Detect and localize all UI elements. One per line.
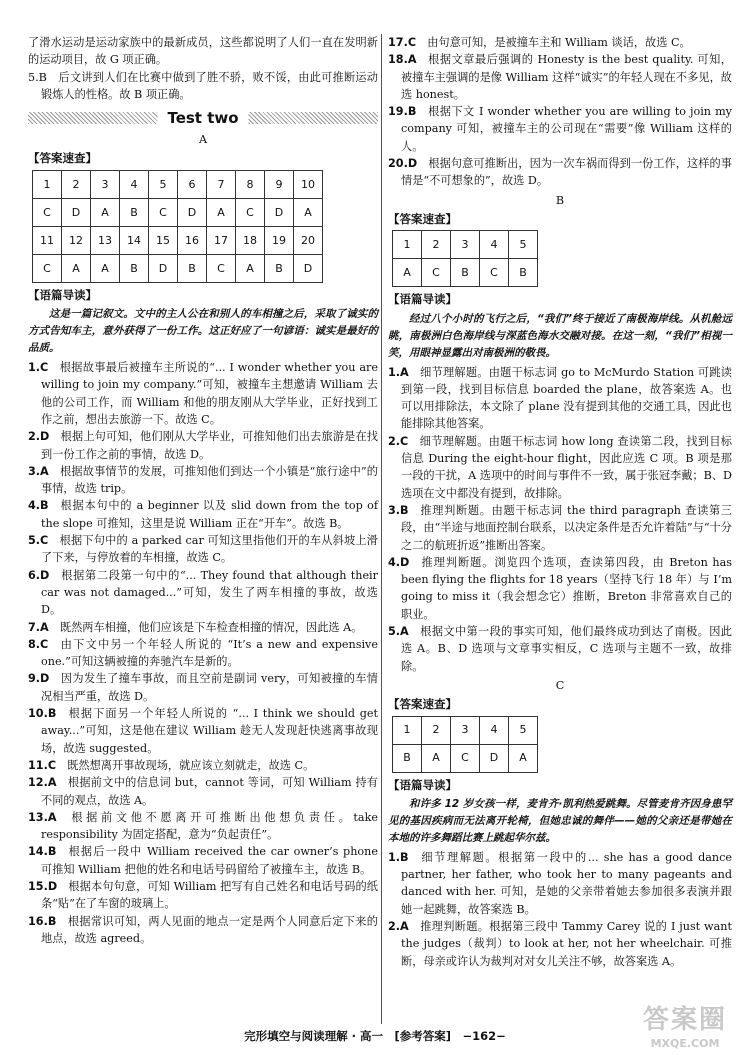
question-number-cell: 5	[149, 170, 178, 198]
question-number-cell: 8	[236, 170, 265, 198]
section-a-heading: A	[198, 133, 208, 147]
answer-cell: A	[294, 198, 323, 226]
question-number-cell: 2	[422, 231, 451, 259]
item-number: 17.C	[388, 36, 417, 49]
answer-cell: C	[149, 198, 178, 226]
explanation-item	[28, 843, 378, 878]
item-number: 20.D	[388, 157, 418, 171]
answer-table-row	[393, 259, 538, 287]
question-number-cell: 2	[62, 170, 91, 198]
item-text: 根据文中第一段的事实可知，他们最终成功到达了南极。因此选 A。B、D 选项与文章事实相反，C 选项与主题不一致，故排除。	[401, 625, 732, 673]
answer-cell: C	[33, 198, 62, 226]
item-text: 既然两车相撞，他们应该是下车检查相撞的情况，因此选 A。	[59, 620, 363, 634]
answer-cell: D	[149, 254, 178, 282]
explanation-item	[28, 428, 378, 463]
explanation-item	[388, 918, 732, 970]
item-number: 9.D	[28, 672, 50, 686]
item-number: 1.A	[388, 365, 409, 379]
answer-table-row	[33, 254, 323, 282]
item-text: 推理判断题。根据第三段中 Tammy Carey 说的 I just want the judges（裁判）to look at her, not her wheelchair. 可推断，母亲或许认为裁判对对女儿关注不够，故答案选 A。	[401, 919, 732, 968]
answer-label-c: 【答案速查】	[388, 697, 457, 712]
intro-line-2: 5.B 后文讲到人们在比赛中做到了胜不骄，败不馁，由此可推断运动锻炼人的性格。故 B 项正确。	[28, 70, 378, 101]
intro-line-1: 了滑水运动是运动家族中的最新成员，这些都说明了人们一直在发明新的运动项目，故 G 项正确。	[28, 36, 378, 67]
item-number: 4.B	[28, 499, 49, 513]
explanation-item	[28, 774, 378, 809]
question-number-cell: 3	[91, 170, 120, 198]
explanation-item	[388, 364, 732, 433]
answer-table-row	[33, 170, 323, 198]
item-number: 2.A	[388, 919, 409, 933]
question-number-cell: 2	[422, 716, 451, 744]
answer-cell: A	[207, 198, 236, 226]
question-number-cell: 14	[120, 226, 149, 254]
question-number-cell: 16	[178, 226, 207, 254]
question-number-cell: 17	[207, 226, 236, 254]
question-number-cell: 4	[480, 716, 509, 744]
item-text: 根据上句可知，他们刚从大学毕业，可推知他们出去旅游是在找到一份工作之前的事情，故选 D。	[41, 430, 378, 461]
explanation-item	[28, 809, 378, 844]
question-number-cell: 5	[509, 716, 538, 744]
question-number-cell: 1	[393, 231, 422, 259]
question-number-cell: 4	[480, 231, 509, 259]
watermark-top: 答案圈	[642, 1005, 727, 1035]
item-number: 18.A	[388, 53, 417, 67]
answer-cell: D	[265, 198, 294, 226]
section-b-heading: B	[555, 193, 565, 207]
item-text: 根据故事情节的发展，可推知他们到达一个小镇是“旅行途中”的事情，故选 trip。	[41, 464, 378, 496]
answer-cell: A	[236, 254, 265, 282]
watermark-logo	[625, 1005, 745, 1053]
guide-text-b: 经过八个小时的飞行之后，“我们”终于接近了南极海岸线。从机舱远眺，南极洲白色海岸线与深蓝色海水交融对接。在这一刻，“我们”相视一笑，用眼神显露出对南极洲的敬畏。	[388, 312, 732, 359]
answer-table-row	[33, 198, 323, 226]
item-number: 2.D	[28, 430, 50, 444]
question-number-cell: 13	[91, 226, 120, 254]
explanation-item	[28, 567, 378, 619]
answer-cell: A	[62, 254, 91, 282]
question-number-cell: 1	[393, 716, 422, 744]
item-text: 细节理解题。由题干标志词 how long 查读第二段，找到目标信息 During the eight-hour flight，因此应选 C 项。B 项是那一段的干扰，A 选项中的时间与事件不一致，属于张冠李戴；B、D 选项在文中都没有提到，故排除。	[401, 434, 732, 500]
item-number: 16.B	[28, 914, 57, 928]
item-text: 根据本句句意，可知 William 把写有自己姓名和电话号码的纸条“贴”在了车窗的玻璃上。	[41, 879, 378, 911]
item-text: 根据第二段第一句中的“... They found that although their car was not damaged...”可知，发生了两车相撞的事故，故选 D。	[41, 568, 378, 617]
item-text: 由下文中另一个年轻人所说的 “It’s a new and expensive one.”可知这辆被撞的奔驰汽车是新的。	[41, 637, 378, 669]
explanation-list-a-continued	[388, 34, 732, 190]
item-number: 3.A	[28, 464, 49, 478]
answer-cell: A	[91, 198, 120, 226]
answer-cell: A	[509, 744, 538, 772]
answer-cell: C	[422, 259, 451, 287]
item-text: 推理判断题。由题干标志词 the third paragraph 查读第三段，由“半途与地面控制台联系，以决定条件是否允许着陆”与“十分之二的航班折返”推断出答案。	[401, 503, 732, 552]
item-number: 14.B	[28, 845, 57, 859]
column-divider	[381, 34, 382, 1024]
explanation-item	[388, 623, 732, 675]
question-number-cell: 9	[265, 170, 294, 198]
item-number: 5.C	[28, 534, 49, 548]
left-column	[28, 34, 378, 947]
guide-label-a: 【语篇导读】	[28, 287, 97, 302]
explanation-item	[28, 497, 378, 532]
explanation-item	[388, 34, 732, 51]
watermark-bottom: MXQE.COM	[650, 1037, 720, 1050]
item-number: 13.A	[28, 810, 57, 824]
item-text: 推理判断题。浏览四个选项，查读第四段，由 Breton has been flying the flights for 18 years（坚持飞行 18 年）与 I’m going to miss it（我会想念它）推断，Breton 非常喜欢自己的职业。	[401, 555, 732, 621]
item-text: 根据本句中的 a beginner 以及 slid down from the top of the slope 可推知，这里是说 William 正在“开车”。故选 B。	[41, 499, 378, 530]
item-text: 由句意可知，是被撞车主和 William 谈话，故选 C。	[427, 36, 691, 49]
item-number: 8.C	[28, 637, 49, 651]
answer-table-row	[393, 231, 538, 259]
item-text: 根据前文中的信息词 but，cannot 等词，可知 William 持有不同的观点，故选 A。	[41, 776, 378, 807]
explanation-item	[388, 554, 732, 623]
item-text: 根据文章最后强调的 Honesty is the best quality. 可知，被撞车主强调的是像 William 这样“诚实”的年轻人现在不多见，故选 honest。	[401, 53, 732, 101]
answer-cell: B	[120, 254, 149, 282]
item-number: 6.D	[28, 568, 50, 582]
question-number-cell: 3	[451, 716, 480, 744]
guide-text-a: 这是一篇记叙文。文中的主人公在和别人的车相撞之后，采取了诚实的方式告知车主，意外获得了一份工作。这正好应了一句谚语：诚实是最好的品质。	[28, 308, 378, 355]
item-number: 11.C	[28, 758, 57, 772]
answer-cell: B	[265, 254, 294, 282]
answer-cell: D	[62, 198, 91, 226]
answer-cell: D	[480, 744, 509, 772]
answer-cell: A	[422, 744, 451, 772]
item-text: 根据常识可知，两人见面的地点一定是两个人同意后定下来的地点，故选 agreed。	[41, 914, 378, 945]
item-number: 10.B	[28, 707, 57, 721]
item-number: 1.C	[28, 361, 49, 375]
explanation-item	[28, 463, 378, 498]
answer-cell: C	[451, 744, 480, 772]
question-number-cell: 12	[62, 226, 91, 254]
item-text: 根据句意可推断出，因为一次车祸而得到一份工作，这样的事情是“不可想象的”，故选 D。	[401, 157, 732, 188]
explanation-item	[388, 502, 732, 554]
item-text: 根据下句中的 a parked car 可知这里指他们开的车从斜坡上滑了下来，与停放着的车相撞，故选 C。	[41, 534, 378, 565]
answer-table-a	[32, 170, 323, 283]
guide-text-c: 和许多 12 岁女孩一样，麦肯齐·凯利热爱跳舞。尽管麦肯齐因身患罕见的基因疾病而无法离开轮椅，但她忠诚的舞伴——她的父亲还是带她在本地的许多舞蹈比赛上跳起华尔兹。	[388, 797, 732, 844]
right-column	[388, 34, 732, 970]
explanation-item	[28, 757, 378, 774]
item-text: 因为发生了撞车事故，而且空前是副词 very，可知被撞的车情况相当严重，故选 D。	[41, 672, 378, 703]
explanation-item	[388, 103, 732, 155]
explanation-list-b	[388, 364, 732, 675]
question-number-cell: 6	[178, 170, 207, 198]
guide-label-b: 【语篇导读】	[388, 292, 457, 307]
explanation-item	[28, 705, 378, 757]
answer-cell: A	[91, 254, 120, 282]
answer-cell: D	[178, 198, 207, 226]
question-number-cell: 3	[451, 231, 480, 259]
question-number-cell: 10	[294, 170, 323, 198]
answer-label-a: 【答案速查】	[28, 151, 97, 166]
answer-table-c	[392, 716, 538, 773]
question-number-cell: 1	[33, 170, 62, 198]
answer-cell: D	[294, 254, 323, 282]
explanation-item	[28, 670, 378, 705]
answer-table-b	[392, 230, 538, 287]
answer-table-row	[393, 716, 538, 744]
item-number: 15.D	[28, 879, 58, 893]
item-text: 细节理解题。根据第一段中的... she has a good dance partner, her father, who took her to many pageants and danced with her. 可知，是她的父亲带着她去参加很多表演并跟她一起跳舞，故答案选 B。	[401, 850, 732, 916]
answer-cell: C	[33, 254, 62, 282]
item-text: 根据后一段中 William received the car owner’s phone 可推知 William 把他的姓名和电话号码留给了被撞车主，故选 B。	[41, 845, 378, 876]
answer-cell: B	[120, 198, 149, 226]
page-footer: 完形填空与阅读理解 · 高一 [参考答案] −162−	[244, 1029, 506, 1043]
answer-table-row	[393, 744, 538, 772]
item-text: 根据下文 I wonder whether you are willing to join my company 可知，被撞车主的公司现在“需要”像 William 这样的人。	[401, 105, 732, 153]
explanation-item	[28, 532, 378, 567]
explanation-list-c	[388, 849, 732, 970]
question-number-cell: 15	[149, 226, 178, 254]
item-number: 19.B	[388, 105, 417, 119]
item-number: 7.A	[28, 620, 49, 634]
question-number-cell: 7	[207, 170, 236, 198]
item-number: 4.D	[388, 555, 410, 569]
item-text: 根据故事最后被撞车主所说的“... I wonder whether you are willing to join my company.”可知，被撞车主想邀请 William 去他的公司工作，而 William 和他的朋友刚从大学毕业，正好找到工作之前，想出去旅游一下。故选 C。	[41, 361, 378, 426]
question-number-cell: 20	[294, 226, 323, 254]
answer-cell: A	[393, 259, 422, 287]
answer-cell: C	[236, 198, 265, 226]
item-number: 3.B	[388, 503, 409, 517]
explanation-item	[28, 619, 378, 636]
answer-cell: B	[451, 259, 480, 287]
item-number: 5.A	[388, 625, 409, 639]
item-text: 既然想离开事故现场，就应该立刻就走，故选 C。	[67, 758, 315, 772]
answer-cell: C	[480, 259, 509, 287]
item-text: 根据前文他不愿离开可推断出他想负责任。take responsibility 为固定搭配，意为“负起责任”。	[41, 810, 378, 842]
explanation-item	[28, 878, 378, 913]
explanation-item	[28, 636, 378, 671]
test-title: Test two	[157, 107, 248, 129]
answer-cell: B	[178, 254, 207, 282]
answer-label-b: 【答案速查】	[388, 211, 457, 226]
explanation-item	[388, 51, 732, 103]
question-number-cell: 5	[509, 231, 538, 259]
test-two-banner	[28, 107, 378, 129]
answer-cell: C	[207, 254, 236, 282]
item-number: 2.C	[388, 434, 409, 448]
explanation-item	[28, 359, 378, 428]
explanation-list-a	[28, 359, 378, 947]
item-text: 细节理解题。由题干标志词 go to McMurdo Station 可跳读到第一段，找到目标信息 boarded the plane，故答案选 A。也可以用排除法，本文除了 plane 没有提到其他的交通工具，因此也能排除其他答案。	[401, 365, 732, 431]
item-number: 12.A	[28, 776, 57, 790]
answer-cell: B	[509, 259, 538, 287]
guide-label-c: 【语篇导读】	[388, 777, 457, 792]
explanation-item	[388, 155, 732, 190]
section-c-heading: C	[555, 678, 565, 692]
item-number: 1.B	[388, 850, 409, 864]
explanation-item	[28, 913, 378, 948]
item-text: 根据下面另一个年轻人所说的 “... I think we should get away...”可知，这是他在建议 William 趁无人发现赶快逃离事故现场，故选 suggested。	[41, 707, 378, 755]
answer-table-row	[33, 226, 323, 254]
explanation-item	[388, 433, 732, 502]
answer-cell: B	[393, 744, 422, 772]
question-number-cell: 19	[265, 226, 294, 254]
question-number-cell: 4	[120, 170, 149, 198]
explanation-item	[388, 849, 732, 918]
question-number-cell: 11	[33, 226, 62, 254]
question-number-cell: 18	[236, 226, 265, 254]
